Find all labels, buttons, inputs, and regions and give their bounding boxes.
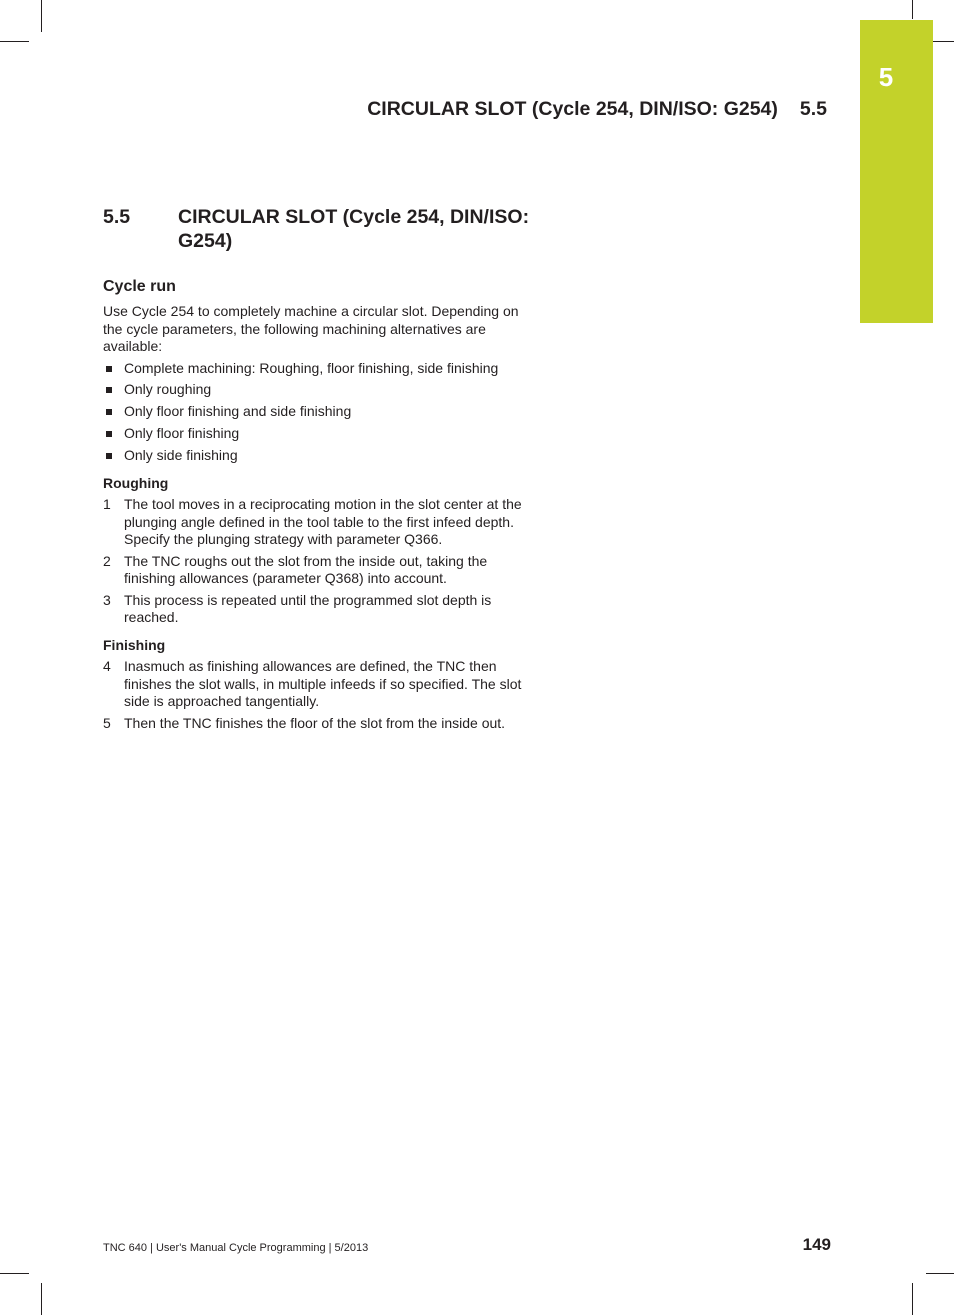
running-header-title: CIRCULAR SLOT (Cycle 254, DIN/ISO: G254) bbox=[367, 98, 778, 120]
list-item: Complete machining: Roughing, floor finishing, side finishing bbox=[103, 360, 535, 378]
roughing-steps bbox=[103, 496, 535, 627]
section-number: 5.5 bbox=[103, 206, 131, 228]
list-item: 5 Then the TNC finishes the floor of the slot from the inside out. bbox=[103, 714, 506, 731]
section-title: CIRCULAR SLOT (Cycle 254, DIN/ISO: G254) bbox=[178, 206, 530, 252]
list-item: Only floor finishing bbox=[103, 425, 535, 443]
section-heading bbox=[103, 205, 563, 253]
main-content bbox=[103, 277, 535, 736]
crop-mark bbox=[41, 0, 42, 32]
chapter-tab bbox=[860, 20, 933, 323]
bullet-square-icon bbox=[106, 409, 112, 415]
list-item: 4 Inasmuch as finishing allowances are defined, the TNC then finishes the slot walls, in multiple infeeds if so specified. The slot side is approached tangentially. bbox=[103, 658, 522, 710]
running-header-section: 5.5 bbox=[799, 98, 827, 120]
crop-mark bbox=[912, 1283, 913, 1315]
bullet-square-icon bbox=[106, 431, 112, 437]
list-item: 1 The tool moves in a reciprocating motion in the slot center at the plunging angle defined in the tool table to the first infeed depth. Specify the plunging strategy with parameter Q366. bbox=[103, 496, 522, 548]
cycle-run-intro: Use Cycle 254 to completely machine a circular slot. Depending on the cycle parameters, the following machining alternatives are available: bbox=[103, 303, 519, 354]
list-item: 2 The TNC roughs out the slot from the inside out, taking the finishing allowances (parameter Q368) into account. bbox=[103, 552, 488, 587]
chapter-number: 5 bbox=[878, 62, 894, 92]
crop-mark bbox=[0, 41, 29, 42]
bullet-square-icon bbox=[106, 453, 112, 459]
machining-alternatives-list bbox=[103, 360, 535, 465]
finishing-heading: Finishing bbox=[103, 636, 166, 653]
crop-mark bbox=[0, 1273, 29, 1274]
list-item: Only floor finishing and side finishing bbox=[103, 403, 535, 421]
bullet-square-icon bbox=[106, 366, 112, 372]
list-item: Only roughing bbox=[103, 381, 535, 399]
crop-mark bbox=[41, 1283, 42, 1315]
crop-mark bbox=[926, 1273, 954, 1274]
running-header bbox=[367, 98, 827, 121]
page-number: 149 bbox=[802, 1235, 831, 1254]
list-item: Only side finishing bbox=[103, 447, 535, 465]
footer-text: TNC 640 | User's Manual Cycle Programming | 5/2013 bbox=[103, 1242, 369, 1254]
roughing-heading: Roughing bbox=[103, 474, 169, 491]
bullet-square-icon bbox=[106, 387, 112, 393]
cycle-run-heading: Cycle run bbox=[103, 278, 176, 295]
finishing-steps bbox=[103, 658, 535, 732]
list-item: 3 This process is repeated until the programmed slot depth is reached. bbox=[103, 591, 492, 626]
crop-mark bbox=[912, 0, 913, 19]
